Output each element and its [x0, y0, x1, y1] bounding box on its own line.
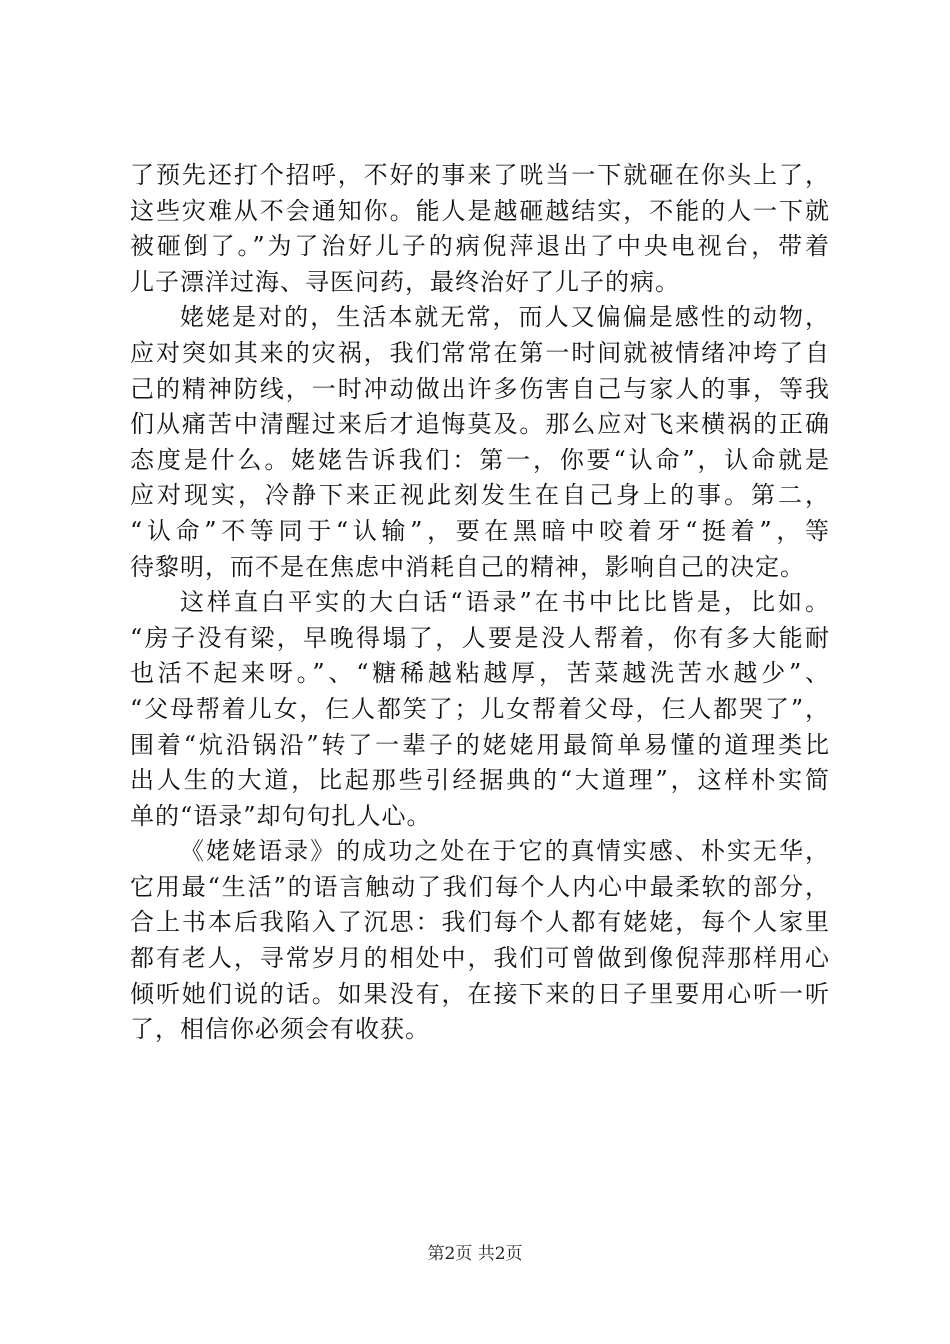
text-line: 这些灾难从不会通知你。能人是越砸越结实，不能的人一下就 [130, 196, 830, 225]
text-line: 被砸倒了。”为了治好儿子的病倪萍退出了中央电视台，带着 [130, 232, 830, 261]
text-line: 待黎明，而不是在焦虑中消耗自己的精神，影响自己的决定。 [130, 552, 805, 581]
text-line: 应对突如其来的灾祸，我们常常在第一时间就被情绪冲垮了自 [130, 338, 830, 367]
text-line: 都有老人，寻常岁月的相处中，我们可曾做到像倪萍那样用心 [130, 944, 830, 973]
text-line: 合上书本后我陷入了沉思：我们每个人都有姥姥，每个人家里 [130, 908, 830, 937]
text-line: 了预先还打个招呼，不好的事来了咣当一下就砸在你头上了， [130, 161, 830, 189]
text-line: 姥姥是对的，生活本就无常，而人又偏偏是感性的动物， [180, 303, 830, 332]
text-line: 倾听她们说的话。如果没有，在接下来的日子里要用心听一听 [130, 979, 830, 1008]
text-line: 了，相信你必须会有收获。 [130, 1015, 430, 1044]
text-line: 它用最“生活”的语言触动了我们每个人内心中最柔软的部分， [130, 872, 830, 901]
text-line: 这样直白平实的大白话“语录”在书中比比皆是，比如。 [180, 588, 830, 617]
text-line: 《姥姥语录》的成功之处在于它的真情实感、朴实无华， [180, 837, 830, 866]
text-line: 也活不起来呀。”、“糖稀越粘越厚，苦菜越洗苦水越少”、 [130, 659, 830, 688]
text-line: 单的“语录”却句句扎人心。 [130, 801, 432, 830]
text-line: 态度是什么。姥姥告诉我们：第一，你要“认命”，认命就是 [130, 445, 830, 474]
article-body [130, 158, 830, 1048]
text-line: “房子没有梁，早晚得塌了，人要是没人帮着，你有多大能耐 [130, 623, 830, 652]
text-line: “父母帮着儿女，仨人都笑了；儿女帮着父母，仨人都哭了”， [130, 694, 830, 723]
text-line: 围着“炕沿锅沿”转了一辈子的姥姥用最简单易懂的道理类比 [130, 730, 830, 759]
page-number-footer: 第2页 共2页 [427, 1244, 523, 1264]
text-line: 己的精神防线，一时冲动做出许多伤害自己与家人的事，等我 [130, 374, 830, 403]
text-line: “认命”不等同于“认输”，要在黑暗中咬着牙“挺着”，等 [130, 516, 830, 545]
text-line: 儿子漂洋过海、寻医问药，最终治好了儿子的病。 [130, 267, 680, 296]
text-line: 们从痛苦中清醒过来后才追悔莫及。那么应对飞来横祸的正确 [130, 410, 830, 439]
text-line: 应对现实，冷静下来正视此刻发生在自己身上的事。第二， [130, 481, 830, 510]
text-line: 出人生的大道，比起那些引经据典的“大道理”，这样朴实简 [130, 766, 830, 795]
